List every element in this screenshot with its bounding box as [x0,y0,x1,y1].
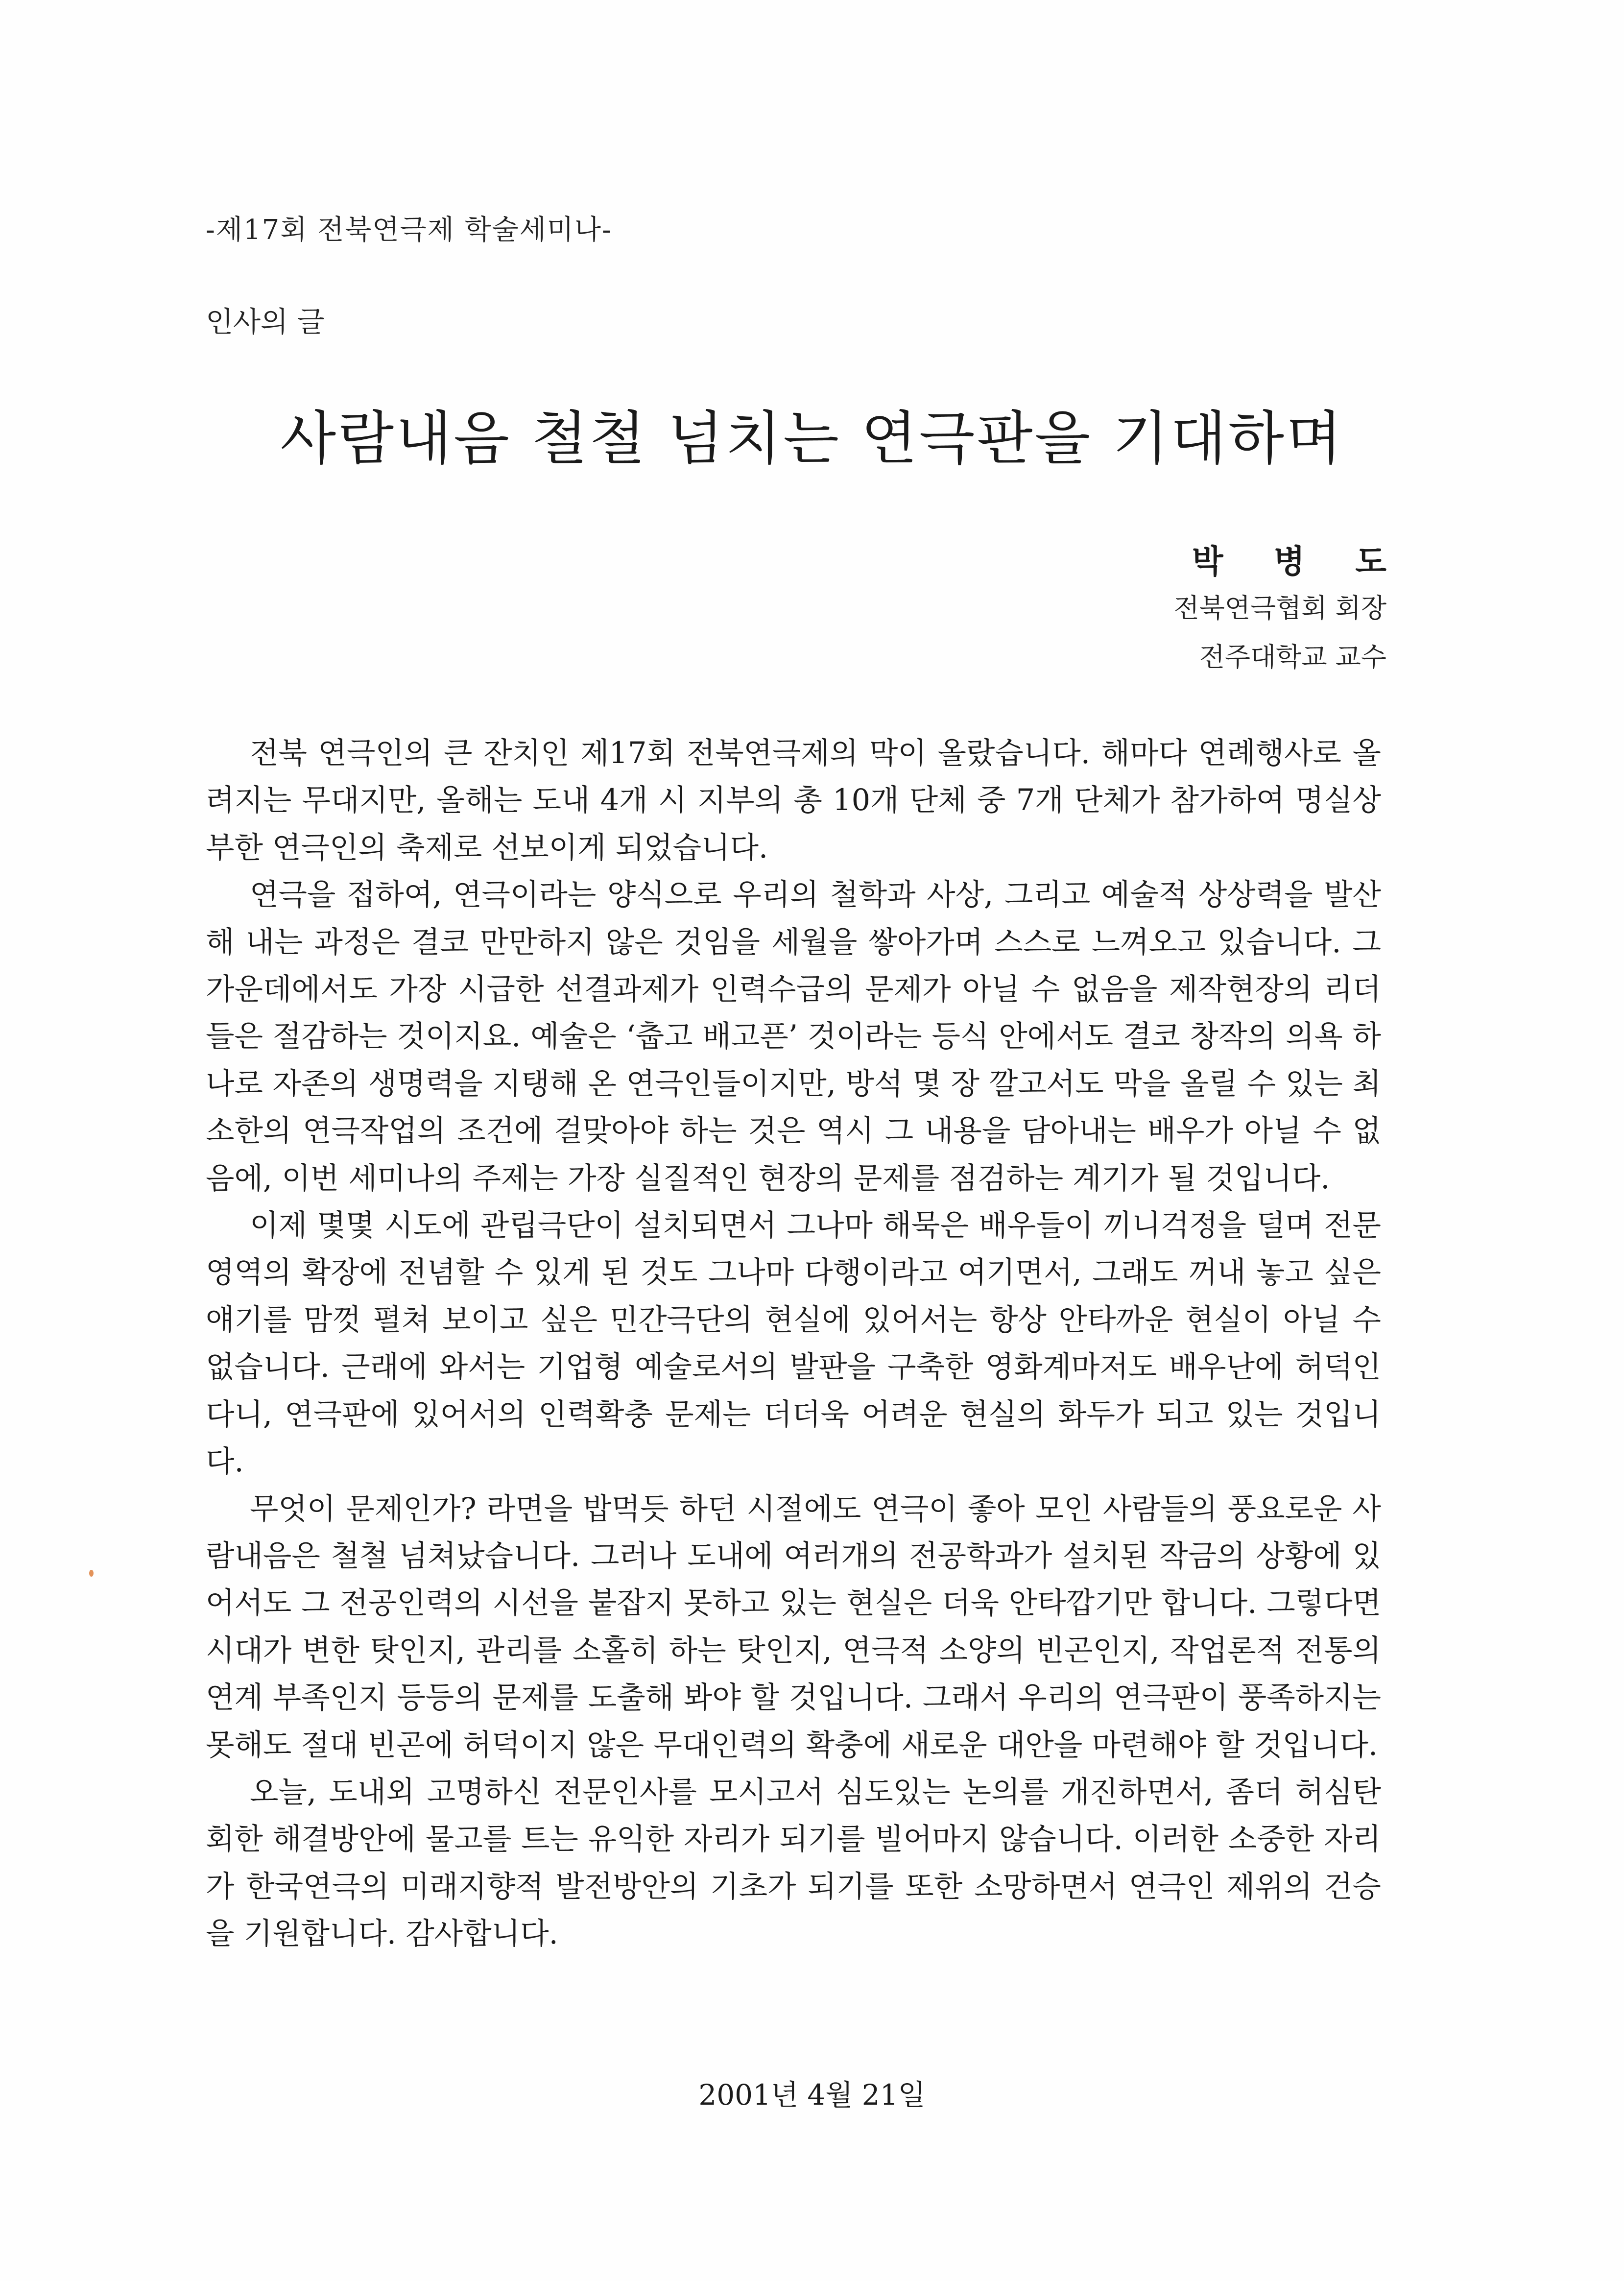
body-text [206,730,1381,1958]
paragraph: 이제 몇몇 시도에 관립극단이 설치되면서 그나마 해묵은 배우들이 끼니걱정을 덜며 전문영역의 확장에 전념할 수 있게 된 것도 그나마 다행이라고 여기면서, 그래도 꺼내 놓고 싶은 얘기를 맘껏 펼쳐 보이고 싶은 민간극단의 현실에 있어서는 항상 안타까운 현실이 아닐 수 없습니다. 근래에 와서는 기업형 예술로서의 발판을 구축한 영화계마저도 배우난에 허덕인다니, 연극판에 있어서의 인력확충 문제는 더더욱 어려운 현실의 화두가 되고 있는 것입니다. [206,1208,1381,1479]
author-affiliation-1: 전북연극협회 회장 [1173,593,1386,624]
section-label: 인사의 글 [206,305,325,338]
paragraph: 오늘, 도내외 고명하신 전문인사를 모시고서 심도있는 논의를 개진하면서, 좀더 허심탄회한 해결방안에 물고를 트는 유익한 자리가 되기를 빌어마지 않습니다. 이러한 소중한 자리가 한국연극의 미래지향적 발전방안의 기초가 되기를 또한 소망하면서 연극인 제위의 건승을 기원합니다. 감사합니다. [206,1775,1381,1951]
signature-date: 2001년 4월 21일 [698,2078,926,2112]
page-title: 사람내음 철철 넘치는 연극판을 기대하며 [280,405,1344,472]
paragraph: 무엇이 문제인가? 라면을 밥먹듯 하던 시절에도 연극이 좋아 모인 사람들의 풍요로운 사람내음은 철철 넘쳐났습니다. 그러나 도내에 여러개의 전공학과가 설치된 작금의 상황에 있어서도 그 전공인력의 시선을 붙잡지 못하고 있는 현실은 더욱 안타깝기만 합니다. 그렇다면 시대가 변한 탓인지, 관리를 소홀히 하는 탓인지, 연극적 소양의 빈곤인지, 작업론적 전통의 연계 부족인지 등등의 문제를 도출해 봐야 할 것입니다. 그래서 우리의 연극판이 풍족하지는 못해도 절대 빈곤에 허덕이지 않은 무대인력의 확충에 새로운 대안을 마련해야 할 것입니다. [206,1491,1381,1762]
paragraph: 연극을 접하여, 연극이라는 양식으로 우리의 철학과 사상, 그리고 예술적 상상력을 발산해 내는 과정은 결코 만만하지 않은 것임을 세월을 쌓아가며 스스로 느껴오고 있습니다. 그 가운데에서도 가장 시급한 선결과제가 인력수급의 문제가 아닐 수 없음을 제작현장의 리더들은 절감하는 것이지요. 예술은 ‘춥고 배고픈’ 것이라는 등식 안에서도 결코 창작의 의욕 하나로 자존의 생명력을 지탱해 온 연극인들이지만, 방석 몇 장 깔고서도 막을 올릴 수 있는 최소한의 연극작업의 조건에 걸맞아야 하는 것은 역시 그 내용을 담아내는 배우가 아닐 수 없음에, 이번 세미나의 주제는 가장 실질적인 현장의 문제를 점검하는 계기가 될 것입니다. [206,878,1381,1196]
author-affiliation-2: 전주대학교 교수 [1199,642,1386,673]
author-name: 박 병 도 [1192,542,1406,580]
event-header: -제17회 전북연극제 학술세미나- [206,214,612,246]
ink-speck [89,1570,94,1577]
paragraph: 전북 연극인의 큰 잔치인 제17회 전북연극제의 막이 올랐습니다. 해마다 연례행사로 올려지는 무대지만, 올해는 도내 4개 시 지부의 총 10개 단체 중 7개 단체가 참가하여 명실상부한 연극인의 축제로 선보이게 되었습니다. [206,736,1381,865]
author-block [1173,539,1406,682]
